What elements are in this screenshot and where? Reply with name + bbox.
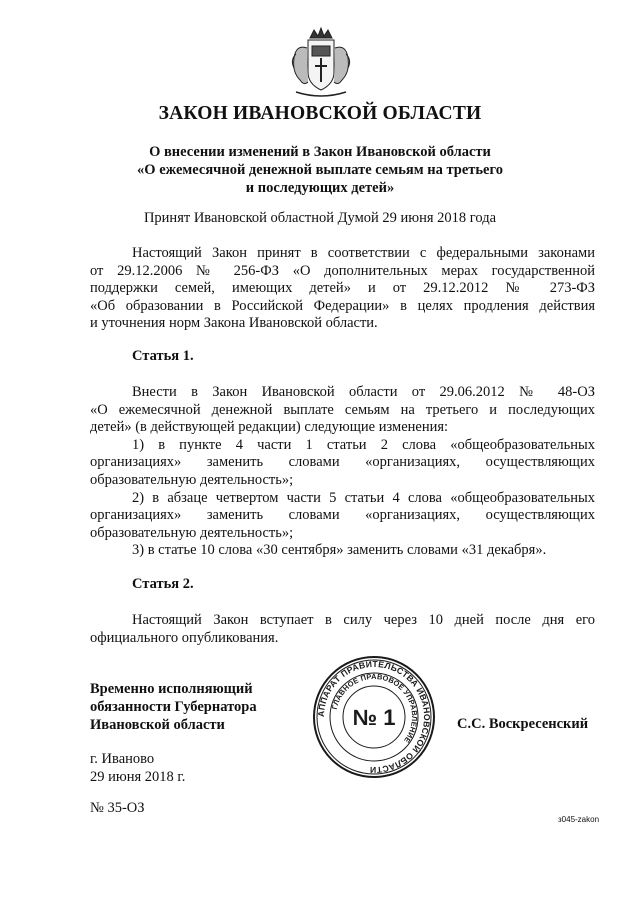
- article-1-heading: Статья 1.: [132, 348, 194, 364]
- text-line: 2) в абзаце четвертом части 5 статьи 4 слова «общеобразовательных: [132, 489, 595, 506]
- text-line: Настоящий Закон принят в соответствии с федеральными законами: [132, 245, 595, 261]
- text-line: организациях» заменить словами «организациях, осуществляющих: [90, 507, 595, 524]
- adoption-note: Принят Ивановской областной Думой 29 июня 2018 года: [143, 210, 497, 226]
- document-code: з045-zakon: [558, 815, 600, 824]
- text-line: Настоящий Закон вступает в силу через 10 дней после дня его: [132, 612, 595, 628]
- text-line: 3) в статье 10 слова «30 сентября» заменить словами «31 декабря».: [132, 542, 547, 559]
- text-line: образовательную деятельность»;: [90, 471, 294, 488]
- text-line: детей» (в действующей редакции) следующие изменения:: [90, 419, 449, 436]
- text-line: Внести в Закон Ивановской области от 29.06.2012 № 48-ОЗ: [132, 384, 595, 400]
- seal-inner-text: ГЛАВНОЕ ПРАВОВОЕ УПРАВЛЕНИЕ: [329, 671, 420, 745]
- text-line: 1) в пункте 4 части 1 статьи 2 слова «общеобразовательных: [132, 436, 595, 453]
- position-line: Ивановской области: [90, 717, 225, 733]
- subtitle-line: и последующих детей»: [245, 180, 395, 196]
- place-city: г. Иваново: [90, 751, 155, 767]
- preamble-paragraph: [90, 245, 595, 333]
- article-2-body: [90, 612, 595, 647]
- document-subtitle: [60, 143, 580, 197]
- text-line: «О ежемесячной денежной выплате семьям на третьего и последующих: [90, 401, 595, 418]
- signatory-position: [90, 680, 257, 734]
- position-line: обязанности Губернатора: [90, 699, 257, 715]
- seal-center-number: № 1: [352, 705, 396, 730]
- text-line: образовательную деятельность»;: [90, 524, 294, 541]
- text-line: организациях» заменить словами «организациях, осуществляющих: [90, 454, 595, 471]
- official-seal-stamp: [311, 654, 437, 780]
- law-number: № 35-ОЗ: [90, 800, 145, 816]
- text-line: «Об образовании в Российской Федерации» в целях продления действия: [90, 297, 595, 314]
- subtitle-line: «О ежемесячной денежной выплате семьям на третьего: [137, 162, 503, 178]
- place-and-date: [90, 751, 185, 786]
- signatory-name: С.С. Воскресенский: [457, 716, 589, 732]
- document-title: ЗАКОН ИВАНОВСКОЙ ОБЛАСТИ: [158, 103, 482, 124]
- subtitle-line: О внесении изменений в Закон Ивановской области: [149, 144, 491, 160]
- coat-of-arms-emblem: [288, 24, 354, 104]
- article-2-heading: Статья 2.: [132, 576, 194, 592]
- text-line: и уточнения норм Закона Ивановской области.: [90, 315, 378, 332]
- position-line: Временно исполняющий: [90, 681, 253, 697]
- text-line: официального опубликования.: [90, 629, 279, 646]
- text-line: от 29.12.2006 № 256-ФЗ «О дополнительных мерах государственной: [90, 262, 595, 279]
- signing-date: 29 июня 2018 г.: [90, 768, 186, 785]
- text-line: поддержки семей, имеющих детей» и от 29.12.2012 № 273-ФЗ: [90, 280, 595, 297]
- article-1-body: [90, 384, 595, 560]
- seal-ring-text: АППАРАТ ПРАВИТЕЛЬСТВА ИВАНОВСКОЙ ОБЛАСТИ: [315, 658, 433, 776]
